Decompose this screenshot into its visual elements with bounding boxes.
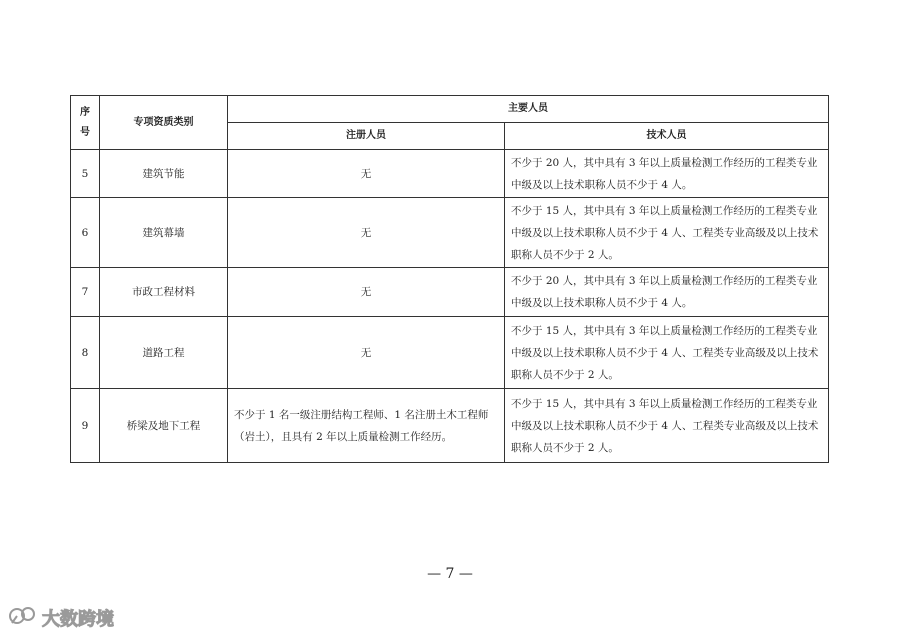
- row-seq: 9: [71, 389, 100, 463]
- row-technical: 不少于 15 人，其中具有 3 年以上质量检测工作经历的工程类专业中级及以上技术职称人员不少于 4 人、工程类专业高级及以上技术职称人员不少于 2 人。: [505, 198, 829, 268]
- row-registered: 无: [228, 268, 505, 317]
- row-category: 桥梁及地下工程: [100, 389, 228, 463]
- table-row: [71, 198, 829, 268]
- row-registered: 无: [228, 150, 505, 198]
- row-category: 市政工程材料: [100, 268, 228, 317]
- row-category: 建筑幕墙: [100, 198, 228, 268]
- table-row: [71, 268, 829, 317]
- row-registered: 无: [228, 198, 505, 268]
- row-technical: 不少于 15 人，其中具有 3 年以上质量检测工作经历的工程类专业中级及以上技术职称人员不少于 4 人、工程类专业高级及以上技术职称人员不少于 2 人。: [505, 317, 829, 389]
- row-registered: 不少于 1 名一级注册结构工程师、1 名注册土木工程师（岩土），且具有 2 年以上质量检测工作经历。: [228, 389, 505, 463]
- header-seq: 序 号: [71, 96, 100, 150]
- header-registered: 注册人员: [228, 123, 505, 150]
- watermark: [8, 606, 114, 630]
- qualification-table: [70, 95, 829, 463]
- table-row: [71, 389, 829, 463]
- header-technical: 技术人员: [505, 123, 829, 150]
- row-seq: 5: [71, 150, 100, 198]
- row-seq: 7: [71, 268, 100, 317]
- page-number: — 7 —: [427, 566, 473, 582]
- brand-logo-icon: [8, 605, 38, 632]
- table-row: [71, 317, 829, 389]
- table-row: [71, 150, 829, 198]
- row-category: 道路工程: [100, 317, 228, 389]
- header-category: 专项资质类别: [100, 96, 228, 150]
- header-main-personnel: 主要人员: [228, 96, 829, 123]
- row-technical: 不少于 20 人，其中具有 3 年以上质量检测工作经历的工程类专业中级及以上技术职称人员不少于 4 人。: [505, 268, 829, 317]
- row-registered: 无: [228, 317, 505, 389]
- row-technical: 不少于 15 人，其中具有 3 年以上质量检测工作经历的工程类专业中级及以上技术职称人员不少于 4 人、工程类专业高级及以上技术职称人员不少于 2 人。: [505, 389, 829, 463]
- row-seq: 6: [71, 198, 100, 268]
- watermark-text: 大数跨境: [42, 609, 114, 630]
- row-category: 建筑节能: [100, 150, 228, 198]
- row-technical: 不少于 20 人，其中具有 3 年以上质量检测工作经历的工程类专业中级及以上技术职称人员不少于 4 人。: [505, 150, 829, 198]
- row-seq: 8: [71, 317, 100, 389]
